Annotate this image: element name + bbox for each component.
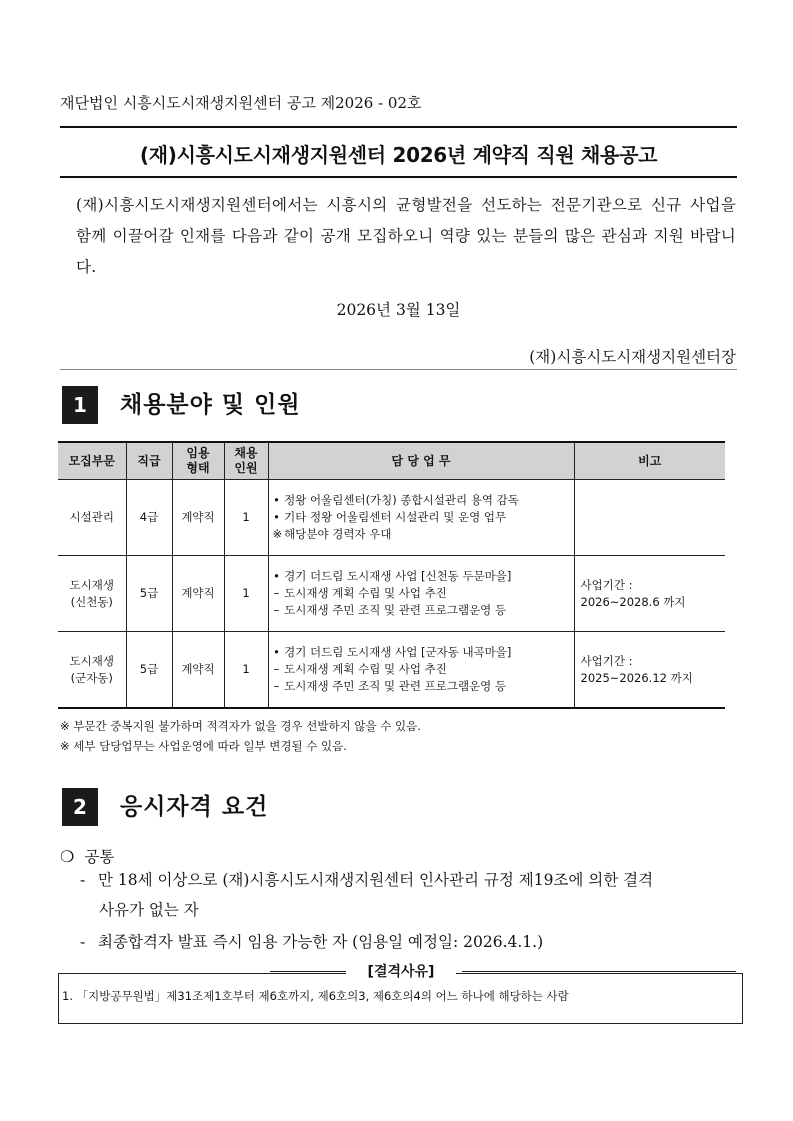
divider — [462, 971, 736, 972]
duty-line: – 도시재생 주민 조직 및 관련 프로그램운영 등 — [273, 679, 507, 693]
common-label: ❍ 공통 — [60, 847, 115, 866]
column-header-duty: 담 당 업 무 — [268, 442, 574, 480]
notice-number: 재단법인 시흥시도시재생지원센터 공고 제2026 - 02호 — [60, 94, 422, 112]
cell-note — [574, 480, 725, 556]
cell-type: 계약직 — [172, 480, 224, 556]
duty-line: • 정왕 어울림센터(가칭) 종합시설관리 용역 감독 — [273, 493, 519, 507]
section-number-badge: 1 — [62, 386, 98, 424]
requirement-item: - 만 18세 이상으로 (재)시흥시도시재생지원센터 인사관리 규정 제19조에 의한 결격 사유가 없는 자 — [80, 871, 654, 919]
requirement-item: - 최종합격자 발표 즉시 임용 가능한 자 (임용일 예정일: 2026.4.1.) — [80, 933, 544, 951]
cell-grade: 5급 — [126, 556, 172, 632]
disqualification-item: 1. 「지방공무원법」제31조제1호부터 제6호까지, 제6호의3, 제6호의4의 어느 하나에 해당하는 사람 — [62, 989, 569, 1003]
cell-type: 계약직 — [172, 556, 224, 632]
title-bottom-rule — [60, 176, 737, 178]
disqualification-title: [결격사유] — [346, 961, 456, 981]
duty-line: – 도시재생 계획 수립 및 사업 추진 — [273, 662, 447, 676]
column-header-dept: 모집부문 — [58, 442, 126, 480]
cell-duty — [268, 480, 574, 556]
cell-dept: 도시재생 (신천동) — [58, 556, 126, 632]
table-row — [58, 480, 725, 556]
title-top-rule — [60, 126, 737, 128]
recruitment-table — [58, 441, 725, 709]
duty-line: • 경기 더드림 도시재생 사업 [군자동 내곡마을] — [273, 645, 512, 659]
cell-duty — [268, 632, 574, 709]
cell-count: 1 — [224, 556, 268, 632]
table-header-row — [58, 442, 725, 480]
issuer-rule — [60, 369, 737, 370]
table-footnote: ※ 부문간 중복지원 불가하며 적격자가 없을 경우 선발하지 않을 수 있음. — [60, 719, 421, 733]
duty-line: • 기타 정왕 어울림센터 시설관리 및 운영 업무 — [273, 510, 507, 524]
cell-count: 1 — [224, 632, 268, 709]
note-line: 사업기간 : — [580, 653, 633, 668]
cell-count: 1 — [224, 480, 268, 556]
duty-line: – 도시재생 주민 조직 및 관련 프로그램운영 등 — [273, 603, 507, 617]
column-header-note: 비고 — [574, 442, 725, 480]
cell-note — [574, 632, 725, 709]
circle-bullet-icon: ❍ — [60, 847, 75, 866]
column-header-count: 채용 인원 — [224, 442, 268, 480]
cell-grade: 4급 — [126, 480, 172, 556]
cell-dept: 시설관리 — [58, 480, 126, 556]
intro-paragraph: (재)시흥시도시재생지원센터에서는 시흥시의 균형발전을 선도하는 전문기관으로 신규 사업을 함께 이끌어갈 인재를 다음과 같이 공개 모집하오니 역량 있는 분들의 많은 관심과 지원 바랍니다. — [76, 196, 736, 276]
cell-note — [574, 556, 725, 632]
cell-duty — [268, 556, 574, 632]
table-footnote: ※ 세부 담당업무는 사업운영에 따라 일부 변경될 수 있음. — [60, 739, 347, 753]
cell-dept: 도시재생 (군자동) — [58, 632, 126, 709]
column-header-type: 임용 형태 — [172, 442, 224, 480]
note-line: 2026~2028.6 까지 — [580, 594, 686, 609]
duty-line: – 도시재생 계획 수립 및 사업 추진 — [273, 586, 447, 600]
section-number-badge: 2 — [62, 788, 98, 826]
table-row — [58, 556, 725, 632]
note-line: 사업기간 : — [580, 577, 633, 592]
duty-line: • 경기 더드림 도시재생 사업 [신천동 두문마을] — [273, 569, 512, 583]
column-header-grade: 직급 — [126, 442, 172, 480]
note-line: 2025~2026.12 까지 — [580, 670, 693, 685]
table-row — [58, 632, 725, 709]
duty-line: ※ 해당분야 경력자 우대 — [272, 527, 392, 541]
notice-date: 2026년 3월 13일 — [336, 301, 461, 319]
section-title: 채용분야 및 인원 — [120, 392, 301, 418]
divider — [270, 971, 352, 972]
cell-type: 계약직 — [172, 632, 224, 709]
section-title: 응시자격 요건 — [120, 794, 269, 820]
cell-grade: 5급 — [126, 632, 172, 709]
issuer: (재)시흥시도시재생지원센터장 — [529, 348, 736, 366]
page-title: (재)시흥시도시재생지원센터 2026년 계약직 직원 채용공고 — [139, 143, 658, 167]
